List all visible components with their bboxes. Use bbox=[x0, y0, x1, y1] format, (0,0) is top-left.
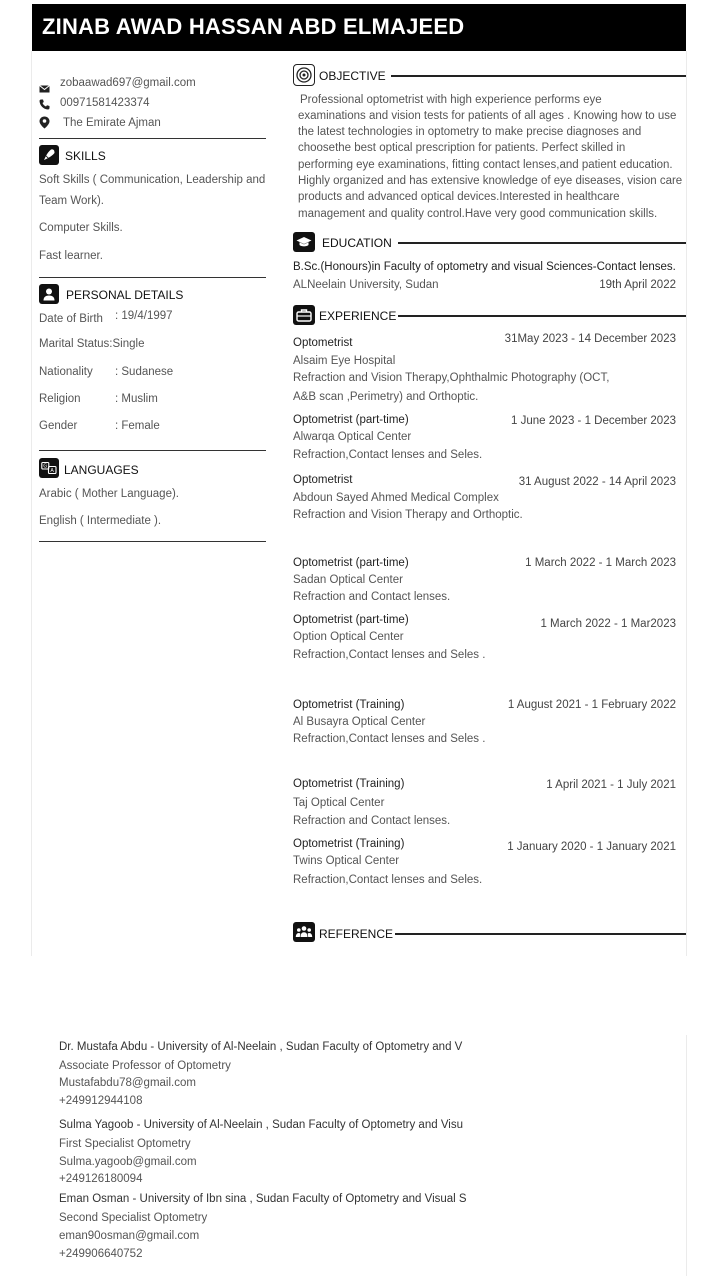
job-title: Optometrist bbox=[293, 337, 353, 349]
page-edge-right bbox=[686, 1035, 687, 1276]
nationality-value: : Sudanese bbox=[115, 366, 174, 378]
reference-heading: REFERENCE bbox=[319, 927, 394, 941]
divider bbox=[39, 277, 266, 278]
education-heading: EDUCATION bbox=[322, 236, 392, 250]
job-date: 1 March 2022 - 1 March 2023 bbox=[525, 557, 676, 569]
job-description: Refraction and Contact lenses. bbox=[293, 815, 451, 827]
location-pin-icon bbox=[39, 116, 50, 129]
reference-name: Sulma Yagoob - University of Al-Neelain , Sudan Faculty of Optometry and Visu bbox=[59, 1119, 463, 1131]
reference-email[interactable]: Mustafabdu78@gmail.com bbox=[59, 1077, 196, 1089]
svg-text:A: A bbox=[50, 468, 54, 474]
marital-status: Marital Status:Single bbox=[39, 338, 145, 350]
job-place: Taj Optical Center bbox=[293, 797, 385, 809]
job-description: Refraction,Contact lenses and Seles. bbox=[293, 449, 483, 461]
candidate-name: ZINAB AWAD HASSAN ABD ELMAJEED bbox=[42, 14, 465, 39]
skill-fast-learner: Fast learner. bbox=[39, 250, 103, 262]
job-title: Optometrist (Training) bbox=[293, 838, 405, 850]
job-place: Sadan Optical Center bbox=[293, 574, 403, 586]
job-date: 31May 2023 - 14 December 2023 bbox=[504, 333, 676, 345]
rocket-icon bbox=[39, 145, 59, 165]
personal-details-heading: PERSONAL DETAILS bbox=[66, 288, 184, 302]
objective-heading: OBJECTIVE bbox=[319, 69, 386, 83]
job-place: Alwarqa Optical Center bbox=[293, 431, 412, 443]
job-date: 1 April 2021 - 1 July 2021 bbox=[546, 779, 676, 791]
skills-heading: SKILLS bbox=[65, 149, 106, 163]
reference-name: Eman Osman - University of Ibn sina , Sudan Faculty of Optometry and Visual S bbox=[59, 1193, 467, 1205]
job-description: Refraction,Contact lenses and Seles. bbox=[293, 874, 483, 886]
dob-label: Date of Birth bbox=[39, 313, 103, 325]
job-place: Twins Optical Center bbox=[293, 855, 400, 867]
job-date: 1 March 2022 - 1 Mar2023 bbox=[540, 618, 676, 630]
job-title: Optometrist (part-time) bbox=[293, 614, 409, 626]
education-degree: B.Sc.(Honours)in Faculty of optometry and visual Sciences-Contact lenses. bbox=[293, 261, 676, 273]
translate-icon bbox=[39, 458, 59, 478]
objective-rule bbox=[391, 75, 686, 77]
job-place: Alsaim Eye Hospital bbox=[293, 355, 396, 367]
religion-label: Religion bbox=[39, 393, 81, 405]
contact-email[interactable]: zobaawad697@gmail.com bbox=[60, 77, 196, 89]
graduation-cap-icon bbox=[293, 232, 315, 252]
job-title: Optometrist bbox=[293, 474, 353, 486]
skill-computer: Computer Skills. bbox=[39, 222, 123, 234]
education-date: 19th April 2022 bbox=[599, 279, 676, 291]
reference-name: Dr. Mustafa Abdu - University of Al-Neelain , Sudan Faculty of Optometry and V bbox=[59, 1041, 463, 1053]
person-icon bbox=[39, 284, 59, 304]
divider bbox=[39, 138, 266, 139]
objective-line-2: examinations and vision tests for patients of all ages . Knowing how to use bbox=[298, 110, 677, 122]
divider bbox=[39, 450, 266, 451]
job-date: 1 June 2023 - 1 December 2023 bbox=[511, 415, 676, 427]
page-edge-right bbox=[686, 51, 687, 956]
job-place: Al Busayra Optical Center bbox=[293, 716, 426, 728]
reference-phone[interactable]: +249912944108 bbox=[59, 1095, 143, 1107]
reference-rule bbox=[395, 933, 686, 935]
job-description: Refraction and Contact lenses. bbox=[293, 591, 451, 603]
religion-value: : Muslim bbox=[115, 393, 158, 405]
job-date: 1 August 2021 - 1 February 2022 bbox=[507, 699, 676, 711]
svg-text:G: G bbox=[43, 463, 48, 470]
job-description: Refraction,Contact lenses and Seles . bbox=[293, 649, 486, 661]
nationality-label: Nationality bbox=[39, 366, 93, 378]
skill-soft-line2: Team Work). bbox=[39, 195, 104, 207]
job-title: Optometrist (part-time) bbox=[293, 414, 409, 426]
gender-label: Gender bbox=[39, 420, 78, 432]
target-icon bbox=[293, 64, 315, 86]
experience-heading: EXPERIENCE bbox=[319, 309, 397, 323]
job-title: Optometrist (part-time) bbox=[293, 557, 409, 569]
languages-heading: LANGUAGES bbox=[64, 463, 139, 477]
reference-role: Second Specialist Optometry bbox=[59, 1212, 208, 1224]
divider bbox=[39, 541, 266, 542]
envelope-icon bbox=[39, 80, 50, 88]
language-english: English ( Intermediate ). bbox=[39, 515, 162, 527]
job-description: Refraction and Vision Therapy and Orthoptic. bbox=[293, 509, 523, 521]
reference-role: Associate Professor of Optometry bbox=[59, 1060, 231, 1072]
briefcase-icon bbox=[293, 305, 315, 325]
reference-email[interactable]: eman90osman@gmail.com bbox=[59, 1230, 200, 1242]
education-rule bbox=[398, 242, 686, 244]
job-description: Refraction,Contact lenses and Seles . bbox=[293, 733, 486, 745]
page-edge-left bbox=[31, 51, 32, 956]
objective-line-6: Highly organized and has extensive knowledge of eye diseases, vision care bbox=[298, 175, 683, 187]
experience-rule bbox=[398, 315, 686, 317]
reference-email[interactable]: Sulma.yagoob@gmail.com bbox=[59, 1156, 197, 1168]
job-title: Optometrist (Training) bbox=[293, 778, 405, 790]
gender-value: : Female bbox=[115, 420, 160, 432]
contact-phone[interactable]: 00971581423374 bbox=[60, 97, 150, 109]
education-school: ALNeelain University, Sudan bbox=[293, 279, 439, 291]
skill-soft-line1: Soft Skills ( Communication, Leadership and bbox=[39, 174, 266, 186]
objective-line-5: performing eye examinations, fitting contact lenses,and patient education. bbox=[298, 159, 673, 171]
job-date: 1 January 2020 - 1 January 2021 bbox=[507, 841, 676, 853]
job-place: Option Optical Center bbox=[293, 631, 404, 643]
contact-location: The Emirate Ajman bbox=[63, 117, 161, 129]
job-place: Abdoun Sayed Ahmed Medical Complex bbox=[293, 492, 499, 504]
phone-icon bbox=[39, 97, 50, 108]
objective-line-3: the latest technologies in optometry to make precise diagnoses and bbox=[298, 126, 642, 138]
people-icon bbox=[293, 922, 315, 942]
job-description: A&B scan ,Perimetry) and Orthoptic. bbox=[293, 391, 479, 403]
job-date: 31 August 2022 - 14 April 2023 bbox=[518, 476, 676, 488]
reference-role: First Specialist Optometry bbox=[59, 1138, 191, 1150]
dob-value: : 19/4/1997 bbox=[115, 310, 173, 322]
objective-line-7: products and advanced optical devices.Interested in healthcare bbox=[298, 191, 620, 203]
objective-line-1: Professional optometrist with high experience performs eye bbox=[300, 94, 602, 106]
objective-line-4: choosethe best optical prescription for patients. Perfect skilled in bbox=[298, 142, 626, 154]
job-description: Refraction and Vision Therapy,Ophthalmic Photography (OCT, bbox=[293, 372, 610, 384]
job-title: Optometrist (Training) bbox=[293, 699, 405, 711]
reference-phone[interactable]: +249126180094 bbox=[59, 1173, 143, 1185]
language-arabic: Arabic ( Mother Language). bbox=[39, 488, 179, 500]
reference-phone[interactable]: +249906640752 bbox=[59, 1248, 143, 1260]
objective-line-8: management and quality control.Have very good communication skills. bbox=[298, 208, 658, 220]
